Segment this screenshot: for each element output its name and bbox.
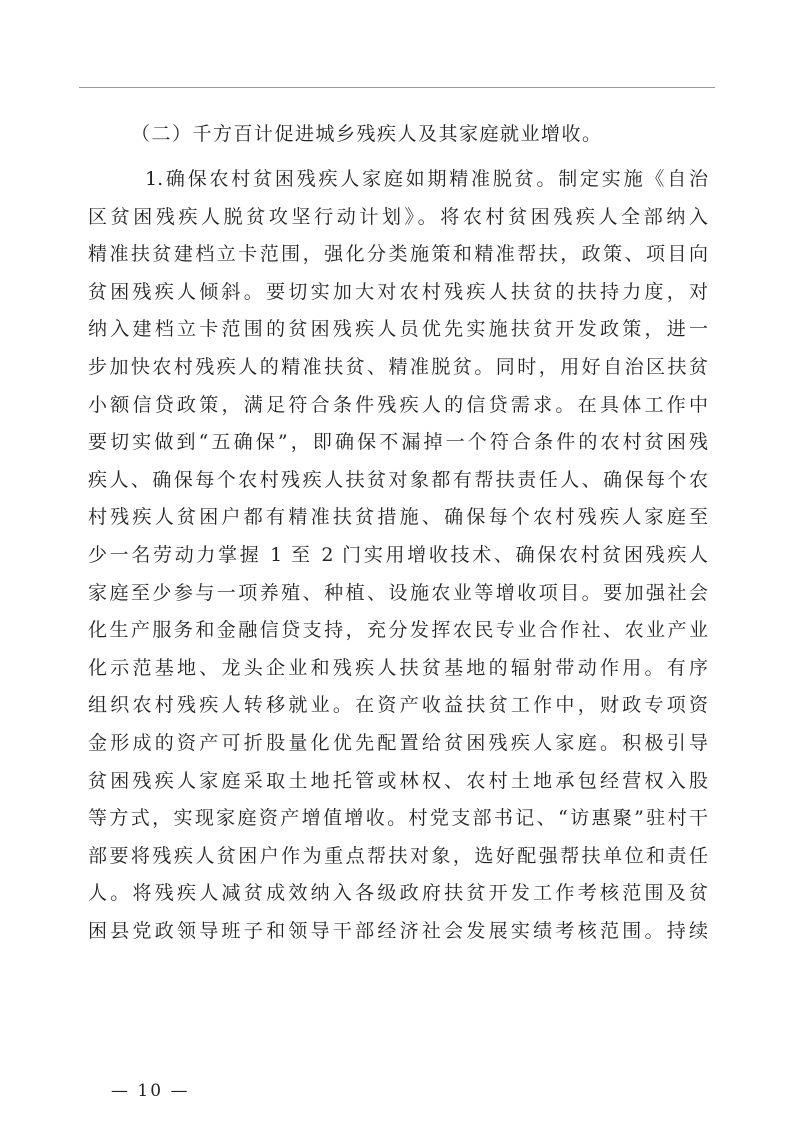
body-text — [88, 161, 708, 950]
text-line: 部要将残疾人贫困户作为重点帮扶对象，选好配强帮扶单位和责任 — [88, 844, 708, 867]
text-line: 等方式，实现家庭资产增值增收。村党支部书记、“访惠聚”驻村干 — [88, 807, 708, 830]
text-line: 困县党政领导班子和领导干部经济社会发展实绩考核范围。持续 — [88, 919, 708, 942]
text-line: 区贫困残疾人脱贫攻坚行动计划》。将农村贫困残疾人全部纳入 — [88, 205, 708, 228]
text-line: 贫困残疾人倾斜。要切实加大对农村残疾人扶贫的扶持力度，对 — [88, 280, 708, 303]
text-line: 村残疾人贫困户都有精准扶贫措施、确保每个农村残疾人家庭至 — [88, 506, 708, 529]
text-line: 少一名劳动力掌握 1 至 2 门实用增收技术、确保农村贫困残疾人 — [88, 543, 708, 566]
text-line: 组织农村残疾人转移就业。在资产收益扶贫工作中，财政专项资 — [88, 694, 708, 717]
text-line: 步加快农村残疾人的精准扶贫、精准脱贫。同时，用好自治区扶贫 — [88, 355, 708, 378]
text-line: 纳入建档立卡范围的贫困残疾人员优先实施扶贫开发政策，进一 — [88, 318, 708, 341]
text-line: 精准扶贫建档立卡范围，强化分类施策和精准帮扶，政策、项目向 — [88, 243, 708, 266]
text-line: 1.确保农村贫困残疾人家庭如期精准脱贫。制定实施《自治 — [145, 168, 708, 190]
header-rule — [79, 87, 715, 88]
page-number: — 10 — — [111, 1081, 190, 1101]
text-line: 家庭至少参与一项养殖、种植、设施农业等增收项目。要加强社会 — [88, 581, 708, 604]
text-line: 小额信贷政策，满足符合条件残疾人的信贷需求。在具体工作中 — [88, 393, 708, 416]
section-heading: （二）千方百计促进城乡残疾人及其家庭就业增收。 — [131, 123, 603, 145]
text-line: 人。将残疾人减贫成效纳入各级政府扶贫开发工作考核范围及贫 — [88, 882, 708, 905]
text-line: 疾人、确保每个农村残疾人扶贫对象都有帮扶责任人、确保每个农 — [88, 468, 708, 491]
text-line: 贫困残疾人家庭采取土地托管或林权、农村土地承包经营权入股 — [88, 769, 708, 792]
text-line: 要切实做到“五确保”，即确保不漏掉一个符合条件的农村贫困残 — [88, 431, 708, 454]
text-line: 金形成的资产可折股量化优先配置给贫困残疾人家庭。积极引导 — [88, 731, 708, 754]
text-line: 化生产服务和金融信贷支持，充分发挥农民专业合作社、农业产业 — [88, 619, 708, 642]
text-line: 化示范基地、龙头企业和残疾人扶贫基地的辐射带动作用。有序 — [88, 656, 708, 679]
